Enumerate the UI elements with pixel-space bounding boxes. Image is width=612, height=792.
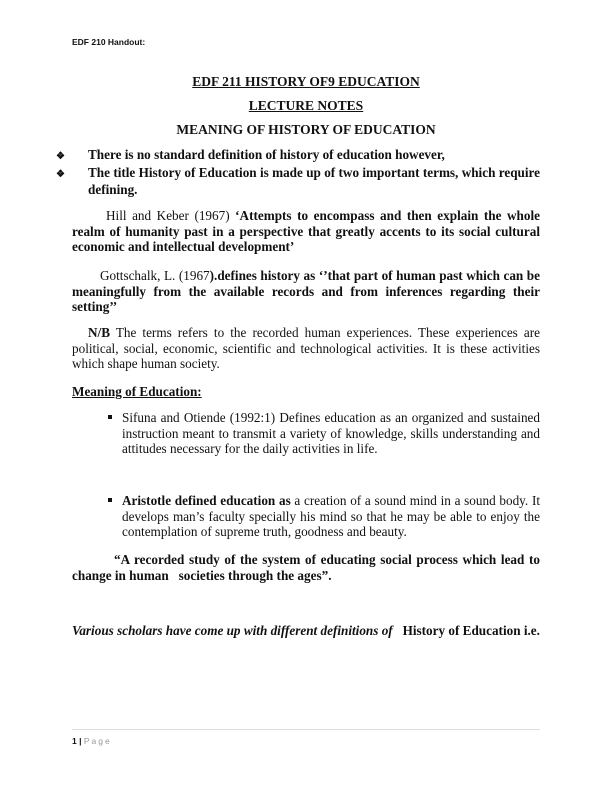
sifuna-bullet xyxy=(122,410,540,457)
footer-divider xyxy=(72,729,540,730)
footer-separator: | xyxy=(76,736,84,746)
diamond-bullet-icon: ❖ xyxy=(56,168,65,180)
page-footer xyxy=(72,736,112,746)
section-heading: MEANING OF HISTORY OF EDUCATION xyxy=(176,122,436,137)
page-label: Page xyxy=(83,736,112,746)
document-title: EDF 211 HISTORY OF9 EDUCATION xyxy=(192,74,420,89)
hill-quote: ‘Attempts to encompass and then explain the whole realm of humanity past in a perspective that greatly accents to its social cultural economic and intellectual development’ xyxy=(72,208,540,254)
square-bullet-icon xyxy=(108,498,112,502)
page-number: 1 xyxy=(72,736,77,746)
various-italic: Various scholars have come up with different definitions of xyxy=(72,623,396,638)
nb-paragraph xyxy=(72,325,540,372)
bullet-item xyxy=(56,164,540,198)
hill-citation: Hill and Keber (1967) xyxy=(106,208,236,223)
nb-text: The terms refers to the recorded human experiences. These experiences are political, social, economic, scientific and technological activities. It is these activities which shape human society. xyxy=(72,325,540,371)
gottschalk-citation: Gottschalk, L. (1967 xyxy=(100,268,210,283)
aristotle-text: a creation of a sound mind in a sound body. It develops man’s faculty specially his mind so that he may be able to enjoy the contemplation of supreme truth, goodness and beauty. xyxy=(122,493,540,539)
diamond-bullet-icon: ❖ xyxy=(56,151,65,162)
aristotle-bullet xyxy=(122,493,540,540)
hill-paragraph xyxy=(72,208,540,255)
square-bullet-icon xyxy=(108,415,112,419)
definition-quote: “A recorded study of the system of educating social process which lead to change in human societies through the ages”. xyxy=(72,552,544,583)
bullet-text: There is no standard definition of history of education however, xyxy=(88,147,445,162)
bullet-item xyxy=(56,147,540,165)
bullet-text: The title History of Education is made up of two important terms, which require defining. xyxy=(88,164,540,197)
intro-bullets xyxy=(56,147,540,198)
nb-label: N/B xyxy=(88,325,110,340)
gottschalk-paragraph xyxy=(72,268,540,315)
sifuna-text: Sifuna and Otiende (1992:1) Defines education as an organized and sustained instruction meant to transmit a variety of knowledge, skills understanding and attitudes necessary for the daily activities in life. xyxy=(122,410,540,456)
various-bold: History of Education i.e. xyxy=(395,623,540,638)
document-subtitle: LECTURE NOTES xyxy=(248,98,364,113)
page-header: EDF 210 Handout: xyxy=(72,37,146,47)
education-heading: Meaning of Education: xyxy=(72,384,202,399)
gottschalk-quote: ).defines history as ‘’that part of human past which can be meaningfully from the available records and from inferences regarding their setting’’ xyxy=(72,268,540,314)
aristotle-lead: Aristotle defined education as xyxy=(122,493,291,508)
various-paragraph xyxy=(72,623,540,639)
